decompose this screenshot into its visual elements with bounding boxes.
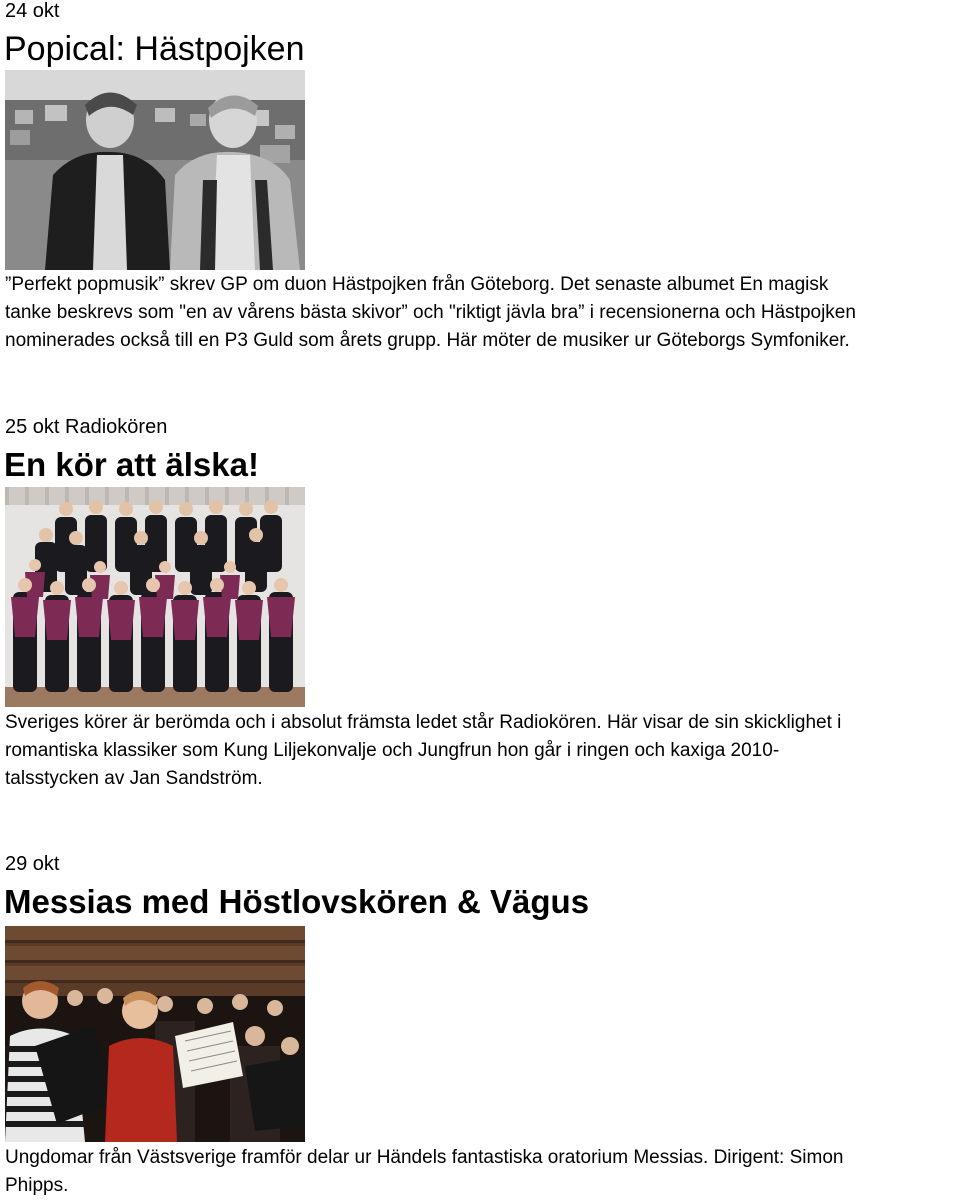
description-line: ”Perfekt popmusik” skrev GP om duon Hästpojken från Göteborg. Det senaste albumet En magisk xyxy=(5,274,829,295)
description-line: nominerades också till en P3 Guld som årets grupp. Här möter de musiker ur Göteborgs Symfoniker. xyxy=(5,330,850,351)
event-date: 25 okt Radiokören xyxy=(5,416,168,438)
event-description xyxy=(5,1144,960,1200)
description-line: tanke beskrevs som "en av vårens bästa skivor” och "riktigt jävla bra” i recensionerna och Hästpojken xyxy=(5,302,856,323)
event-title: Messias med Höstlovskören & Vägus xyxy=(4,883,590,920)
description-line: Sveriges körer är berömda och i absolut främsta ledet står Radiokören. Här visar de sin skicklighet i xyxy=(5,712,842,733)
duo-photo xyxy=(5,70,305,270)
event-title: Popical: Hästpojken xyxy=(4,30,305,68)
choir-photo xyxy=(5,487,305,707)
event-date: 24 okt xyxy=(5,0,60,22)
description-line: romantiska klassiker som Kung Liljekonvalje och Jungfrun hon går i ringen och kaxiga 2010- xyxy=(5,740,780,761)
event-description xyxy=(5,709,960,793)
youth-choir-photo xyxy=(5,926,305,1142)
event-date: 29 okt xyxy=(5,853,60,875)
description-line: Phipps. xyxy=(5,1175,69,1196)
event-title: En kör att älska! xyxy=(4,446,259,483)
description-line: Ungdomar från Västsverige framför delar ur Händels fantastiska oratorium Messias. Dirigent: Simon xyxy=(5,1147,844,1168)
event-description xyxy=(5,271,960,355)
description-line: talsstycken av Jan Sandström. xyxy=(5,768,263,789)
